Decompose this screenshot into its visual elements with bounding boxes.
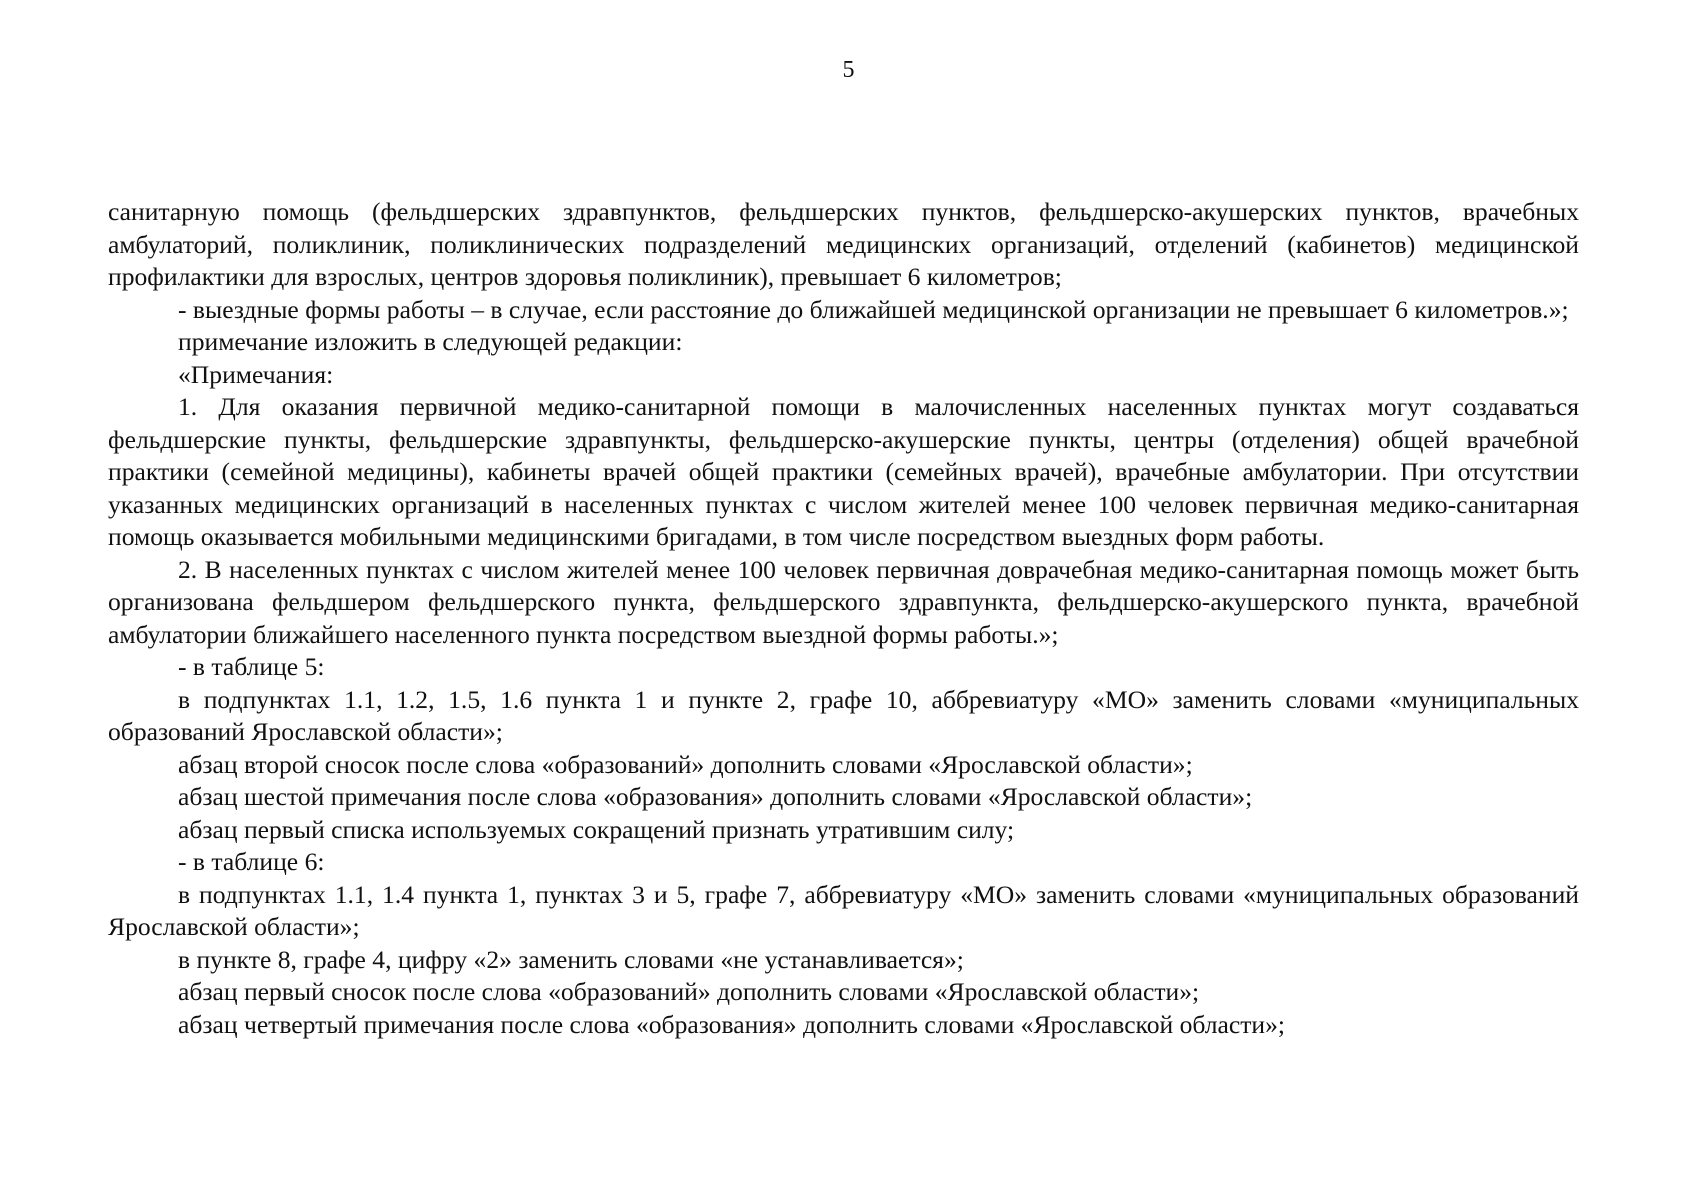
paragraph: в подпунктах 1.1, 1.4 пункта 1, пунктах 3 и 5, графе 7, аббревиатуру «МО» заменить словами «муниципальных образований Ярославской области»;: [108, 879, 1579, 941]
paragraph: «Примечания:: [178, 359, 334, 389]
paragraph: - в таблице 6:: [178, 847, 325, 876]
paragraph: - выездные формы работы – в случае, если расстояние до ближайшей медицинской организации не превышает 6 километров.»;: [178, 294, 1569, 324]
paragraph: - в таблице 5:: [178, 652, 325, 681]
paragraph: абзац второй сносок после слова «образований» дополнить словами «Ярославской области»;: [178, 749, 1193, 779]
paragraph: абзац первый сносок после слова «образований» дополнить словами «Ярославской области»;: [178, 977, 1200, 1006]
paragraph: в пункте 8, графе 4, цифру «2» заменить словами «не устанавливается»;: [178, 944, 964, 974]
paragraph: в подпунктах 1.1, 1.2, 1.5, 1.6 пункта 1 и пункте 2, графе 10, аббревиатуру «МО» заменить словами «муниципальных образований Ярославской области»;: [108, 684, 1579, 746]
paragraph: абзац шестой примечания после слова «образования» дополнить словами «Ярославской области»;: [178, 782, 1253, 811]
paragraph: абзац первый списка используемых сокращений признать утратившим силу;: [178, 814, 1015, 844]
paragraph: 1. Для оказания первичной медико-санитарной помощи в малочисленных населенных пунктах могут создаваться фельдшерские пункты, фельдшерские здравпункты, фельдшерско-акушерские пункты, центры (отделения) общей врачебной практики (семейной медицины), кабинеты врачей общей практики (семейных врачей), врачебные амбулатории. При отсутствии указанных медицинских организаций в населенных пунктах с числом жителей менее 100 человек первичная медико-санитарная помощь оказывается мобильными медицинскими бригадами, в том числе посредством выездных форм работы.: [108, 392, 1579, 551]
page-number: 5: [842, 57, 855, 83]
document-body: [108, 196, 1579, 1041]
paragraph: абзац четвертый примечания после слова «образования» дополнить словами «Ярославской области»;: [178, 1009, 1286, 1039]
paragraph: примечание изложить в следующей редакции:: [178, 327, 683, 356]
paragraph: 2. В населенных пунктах с числом жителей менее 100 человек первичная доврачебная медико-санитарная помощь может быть организована фельдшером фельдшерского пункта, фельдшерского здравпункта, фельдшерско-акушерского пункта, врачебной амбулатории ближайшего населенного пункта посредством выездной формы работы.»;: [108, 554, 1579, 649]
paragraph: санитарную помощь (фельдшерских здравпунктов, фельдшерских пунктов, фельдшерско-акушерских пунктов, врачебных амбулаторий, поликлиник, поликлинических подразделений медицинских организаций, отделений (кабинетов) медицинской профилактики для взрослых, центров здоровья поликлиник), превышает 6 километров;: [108, 197, 1579, 291]
